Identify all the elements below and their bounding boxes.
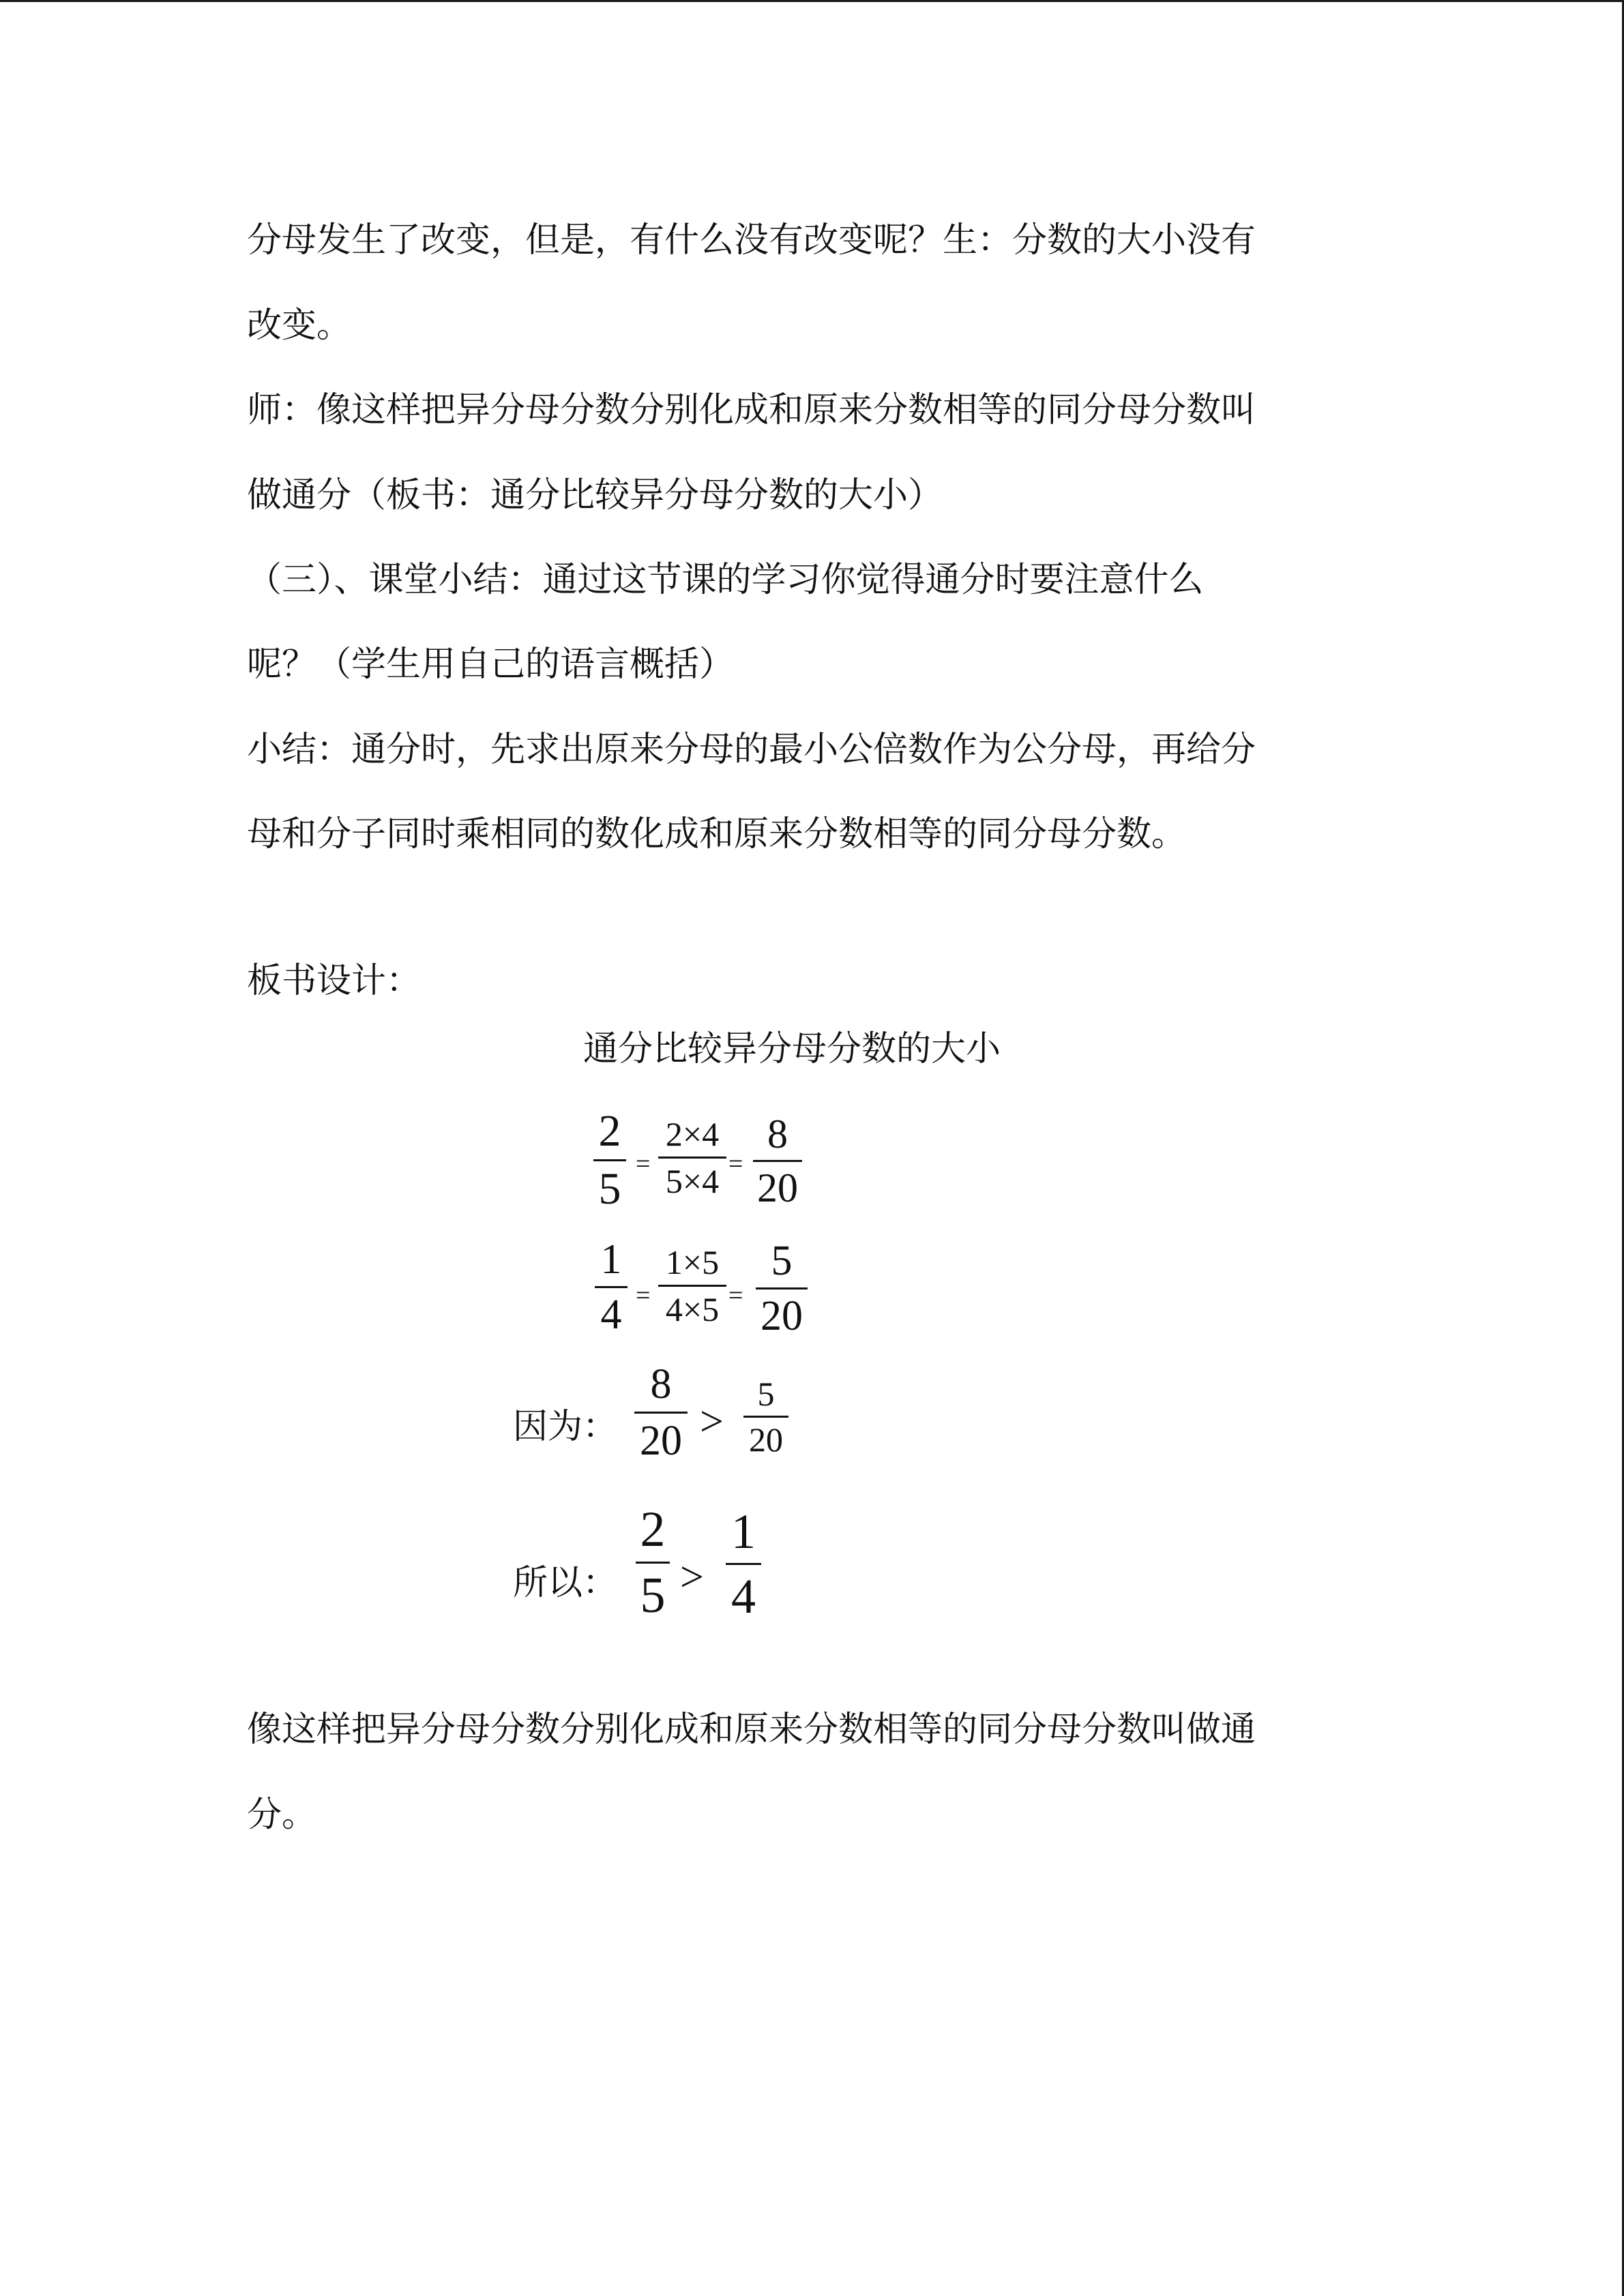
numerator: 2 [598,1106,621,1156]
equals-sign: = [636,1150,651,1178]
numerator: 5 [771,1238,793,1284]
numerator: 2 [640,1502,666,1557]
conclusion-line: 分。 [247,1795,317,1835]
denominator: 4 [600,1292,622,1338]
fraction-1-4 [595,1233,628,1341]
fraction-5-20 [743,1372,788,1461]
page-top-border [0,0,1624,2]
greater-than-sign: > [680,1554,704,1600]
denominator: 20 [749,1420,783,1459]
denominator: 4 [731,1569,756,1624]
therefore-label: 所以： [513,1563,618,1603]
fraction-8-20 [753,1108,802,1214]
paragraph-line: 小结：通分时，先求出原来分母的最小公倍数作为公分母，再给分 [247,730,1256,770]
paragraph-line: 师：像这样把异分母分数分别化成和原来分数相等的同分母分数叫 [247,390,1256,430]
board-title: 通分比较异分母分数的大小 [583,1029,1001,1069]
paragraph-line: 呢？（学生用自己的语言概括） [247,644,735,685]
fraction-1x5-4x5 [658,1240,726,1332]
denominator: 4×5 [665,1290,720,1328]
fraction-2x4-5x4 [658,1112,726,1204]
numerator: 1 [731,1504,756,1559]
fraction-5-20 [756,1234,808,1343]
board-heading: 板书设计： [247,961,422,1001]
paragraph-line: （三）、课堂小结：通过这节课的学习你觉得通分时要注意什么 [247,560,1204,600]
greater-than-sign: > [700,1399,724,1445]
numerator: 2×4 [665,1115,720,1153]
denominator: 5×4 [665,1162,720,1200]
fraction-1-4 [726,1500,761,1628]
paragraph-line: 分母发生了改变，但是，有什么没有改变呢？生：分数的大小没有 [247,220,1256,260]
paragraph-line: 母和分子同时乘相同的数化成和原来分数相等的同分母分数。 [247,814,1187,854]
fraction-8-20 [634,1357,688,1468]
fraction-2-5 [636,1497,670,1628]
paragraph-line: 改变。 [247,305,352,346]
numerator: 5 [757,1375,775,1413]
because-label: 因为： [513,1407,618,1447]
paragraph-line: 做通分（板书：通分比较异分母分数的大小） [247,475,943,516]
equals-sign: = [636,1281,651,1310]
numerator: 8 [767,1112,788,1157]
denominator: 20 [757,1165,798,1210]
denominator: 5 [640,1568,666,1624]
fraction-2-5 [593,1103,626,1217]
numerator: 1 [600,1236,622,1283]
equals-sign: = [728,1150,743,1178]
denominator: 5 [598,1164,621,1214]
numerator: 8 [650,1361,672,1407]
equals-sign: = [728,1281,743,1310]
denominator: 20 [640,1418,682,1464]
denominator: 20 [761,1293,803,1339]
numerator: 1×5 [665,1243,720,1281]
conclusion-line: 像这样把异分母分数分别化成和原来分数相等的同分母分数叫做通 [247,1710,1256,1750]
